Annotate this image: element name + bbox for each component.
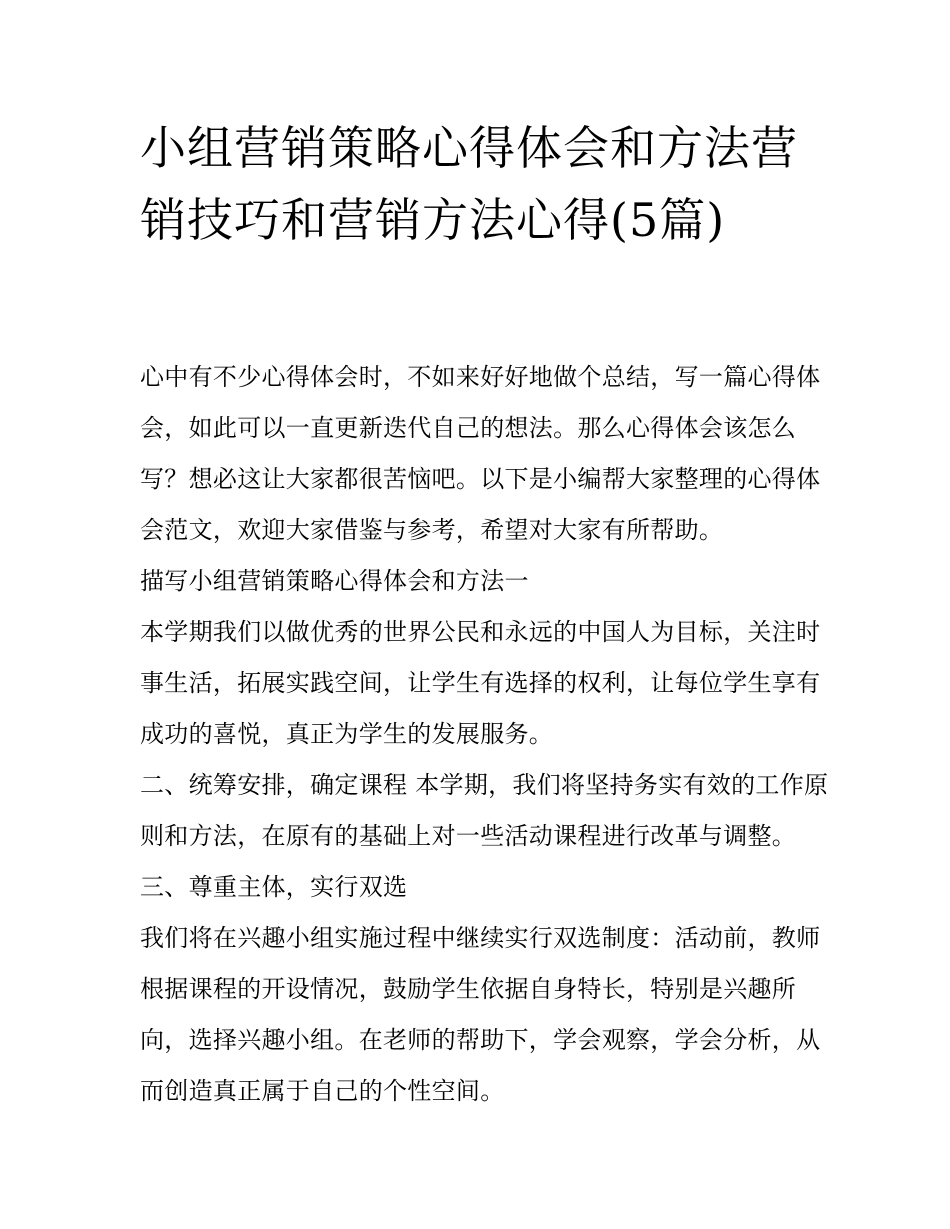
document-title: 小组营销策略心得体会和方法营销技巧和营销方法心得(5篇) <box>140 121 798 247</box>
document-body <box>140 352 830 1117</box>
intro-paragraph: 心中有不少心得体会时，不如来好好地做个总结，写一篇心得体会，如此可以一直更新迭代自己的想法。那么心得体会该怎么写？想必这让大家都很苦恼吧。以下是小编帮大家整理的心得体会范文，欢迎大家借鉴与参考，希望对大家有所帮助。 <box>140 363 821 544</box>
body-paragraph: 本学期我们以做优秀的世界公民和永远的中国人为目标，关注时事生活，拓展实践空间，让学生有选择的权利，让每位学生享有成功的喜悦，真正为学生的发展服务。 <box>140 618 821 748</box>
body-paragraph: 二、统筹安排，确定课程 本学期，我们将坚持务实有效的工作原则和方法，在原有的基础上对一些活动课程进行改革与调整。 三、尊重主体，实行双选 <box>140 771 829 901</box>
section-heading: 描写小组营销策略心得体会和方法一 <box>140 567 529 595</box>
body-paragraph: 我们将在兴趣小组实施过程中继续实行双选制度：活动前，教师根据课程的开设情况，鼓励学生依据自身特长，特别是兴趣所向，选择兴趣小组。在老师的帮助下，学会观察，学会分析，从而创造真正属于自己的个性空间。 <box>140 924 821 1105</box>
